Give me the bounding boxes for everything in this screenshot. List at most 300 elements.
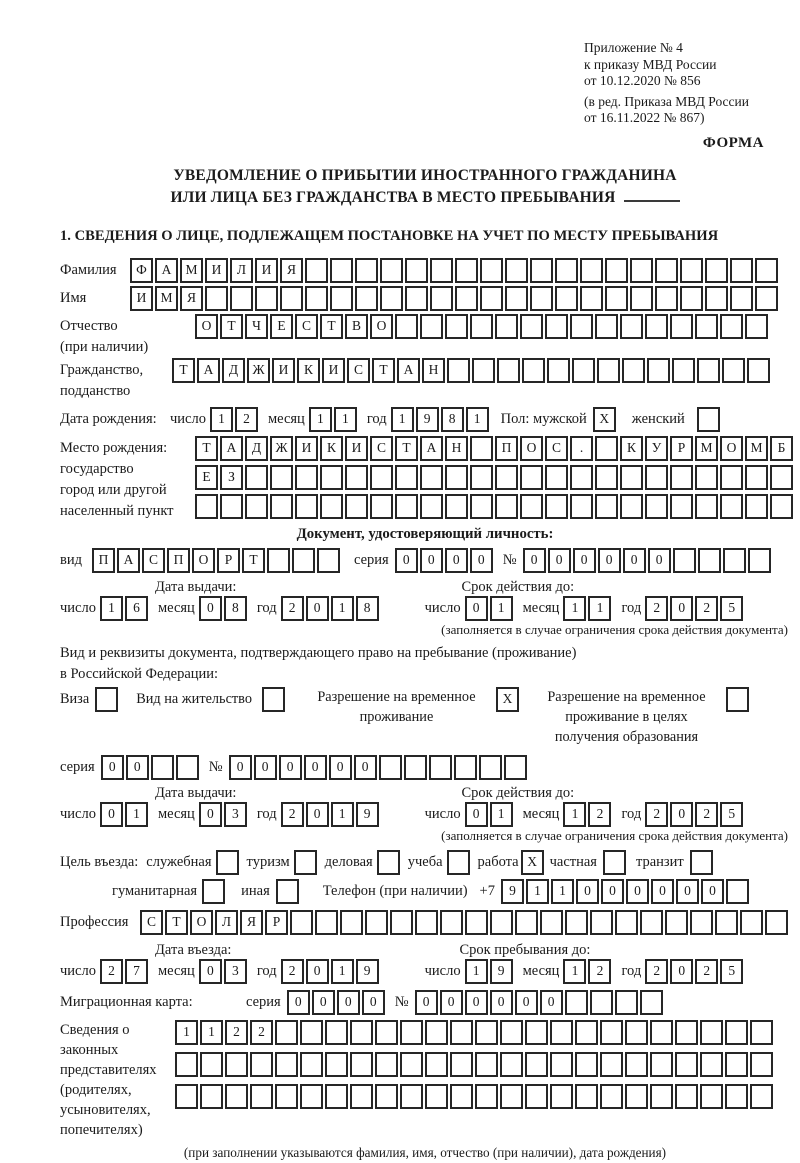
- birth-month-cells: [309, 407, 359, 432]
- char-cell: [622, 358, 645, 383]
- purpose-other-checkbox: [276, 879, 301, 904]
- char-cell: [390, 910, 413, 935]
- char-cell: 1: [551, 879, 574, 904]
- char-cell: 8: [356, 596, 379, 621]
- series-word: серия: [60, 758, 95, 775]
- char-cell: [470, 436, 493, 461]
- char-cell: [475, 1052, 498, 1077]
- char-cell: 0: [465, 802, 488, 827]
- char-cell: А: [420, 436, 443, 461]
- char-cell: [750, 1084, 773, 1109]
- char-cell: [625, 1084, 648, 1109]
- char-cell: 2: [235, 407, 258, 432]
- char-cell: 9: [501, 879, 524, 904]
- char-cell: [545, 314, 568, 339]
- residence-options-row: [60, 687, 790, 747]
- permit-dates-row: [60, 802, 790, 827]
- appendix-line: (в ред. Приказа МВД России: [584, 93, 749, 109]
- number-word: №: [394, 993, 409, 1010]
- char-cell: А: [220, 436, 243, 461]
- char-cell: Р: [265, 910, 288, 935]
- char-cell: [255, 286, 278, 311]
- char-cell: [280, 286, 303, 311]
- char-cell: [275, 1020, 298, 1045]
- migration-series-cells: [287, 990, 387, 1015]
- permit-date-headers: [60, 784, 790, 802]
- patronymic-row: [60, 314, 790, 358]
- char-cell: [650, 1052, 673, 1077]
- passport-date-headers: [60, 578, 790, 596]
- char-cell: [151, 755, 174, 780]
- char-cell: [600, 1052, 623, 1077]
- char-cell: [465, 910, 488, 935]
- char-cell: 9: [356, 802, 379, 827]
- char-cell: [355, 258, 378, 283]
- char-cell: 9: [356, 959, 379, 984]
- char-cell: [497, 358, 520, 383]
- char-cell: [325, 1084, 348, 1109]
- char-cell: [520, 494, 543, 519]
- char-cell: 0: [465, 990, 488, 1015]
- char-cell: [415, 910, 438, 935]
- char-cell: [625, 1052, 648, 1077]
- char-cell: [450, 1052, 473, 1077]
- char-cell: [420, 494, 443, 519]
- char-cell: С: [140, 910, 163, 935]
- char-cell: [675, 1020, 698, 1045]
- char-cell: 2: [281, 596, 304, 621]
- char-cell: Л: [230, 258, 253, 283]
- year-word: год: [256, 962, 277, 979]
- char-cell: Е: [270, 314, 293, 339]
- given-name-label: Имя: [60, 289, 87, 306]
- visa-checkbox: [95, 687, 120, 712]
- char-cell: 1: [490, 802, 513, 827]
- char-cell: И: [295, 436, 318, 461]
- identity-doc-header: Документ, удостоверяющий личность:: [296, 525, 554, 542]
- char-cell: [605, 258, 628, 283]
- char-cell: [520, 465, 543, 490]
- char-cell: [520, 314, 543, 339]
- char-cell: [600, 1084, 623, 1109]
- char-cell: 0: [626, 879, 649, 904]
- char-cell: [295, 465, 318, 490]
- representatives-row1: [175, 1020, 775, 1045]
- char-cell: [405, 258, 428, 283]
- char-cell: [720, 494, 743, 519]
- char-cell: [705, 258, 728, 283]
- char-cell: 1: [563, 959, 586, 984]
- permit-series-row: [60, 755, 790, 780]
- char-cell: 0: [306, 959, 329, 984]
- stay-month-cells: [563, 959, 613, 984]
- purpose-business-checkbox: [377, 850, 402, 875]
- expiry-note: (заполняется в случае ограничения срока действия документа): [441, 621, 788, 637]
- entry-month-cells: [199, 959, 249, 984]
- profession-label: Профессия: [60, 913, 129, 930]
- char-cell: [670, 465, 693, 490]
- option-residence-permit: Вид на жительство: [136, 687, 287, 712]
- char-cell: X: [593, 407, 616, 432]
- char-cell: 2: [588, 802, 611, 827]
- char-cell: [370, 494, 393, 519]
- char-cell: 8: [441, 407, 464, 432]
- char-cell: [700, 1020, 723, 1045]
- char-cell: [379, 755, 402, 780]
- char-cell: [245, 465, 268, 490]
- char-cell: Т: [195, 436, 218, 461]
- char-cell: [700, 1084, 723, 1109]
- char-cell: [345, 465, 368, 490]
- doc-series-cells: [395, 548, 495, 573]
- char-cell: X: [521, 850, 544, 875]
- char-cell: [365, 910, 388, 935]
- char-cell: [290, 910, 313, 935]
- purpose-tourism-checkbox: [294, 850, 319, 875]
- year-word: год: [256, 805, 277, 822]
- char-cell: [726, 879, 749, 904]
- char-cell: 9: [490, 959, 513, 984]
- char-cell: [748, 548, 771, 573]
- char-cell: [175, 1084, 198, 1109]
- day-word: число: [170, 410, 206, 427]
- char-cell: [645, 494, 668, 519]
- char-cell: [555, 258, 578, 283]
- char-cell: 1: [175, 1020, 198, 1045]
- char-cell: [645, 465, 668, 490]
- purpose-row: [60, 850, 790, 875]
- female-label: женский: [631, 410, 685, 427]
- char-cell: [475, 1020, 498, 1045]
- year-word: год: [256, 599, 277, 616]
- patronymic-cells: [195, 314, 770, 339]
- char-cell: [505, 258, 528, 283]
- char-cell: [590, 990, 613, 1015]
- char-cell: Н: [422, 358, 445, 383]
- char-cell: [225, 1052, 248, 1077]
- patronymic-label: Отчество (при наличии): [60, 317, 149, 355]
- char-cell: [325, 1052, 348, 1077]
- char-cell: [445, 465, 468, 490]
- residence-doc-text: Вид и реквизиты документа, подтверждающего право на пребывание (проживание) в Российской Федерации:: [60, 644, 577, 682]
- char-cell: О: [195, 314, 218, 339]
- surname-row: [60, 258, 790, 283]
- char-cell: 0: [651, 879, 674, 904]
- char-cell: [375, 1020, 398, 1045]
- char-cell: К: [320, 436, 343, 461]
- char-cell: [720, 465, 743, 490]
- char-cell: 1: [588, 596, 611, 621]
- purpose-row2: [60, 879, 790, 904]
- purpose-official-checkbox: [216, 850, 241, 875]
- char-cell: [400, 1052, 423, 1077]
- char-cell: [275, 1084, 298, 1109]
- char-cell: [550, 1084, 573, 1109]
- char-cell: [630, 286, 653, 311]
- char-cell: 1: [125, 802, 148, 827]
- doc-kind-cells: [92, 548, 342, 573]
- char-cell: 2: [281, 802, 304, 827]
- char-cell: [400, 1020, 423, 1045]
- char-cell: М: [695, 436, 718, 461]
- day-word: число: [60, 805, 96, 822]
- char-cell: 0: [199, 959, 222, 984]
- char-cell: [697, 407, 720, 432]
- entry-dates-row: [60, 959, 790, 984]
- char-cell: 0: [101, 755, 124, 780]
- purpose-business-label: деловая: [324, 853, 373, 870]
- day-word: число: [424, 599, 461, 616]
- char-cell: [430, 286, 453, 311]
- char-cell: [580, 286, 603, 311]
- purpose-humanitarian-checkbox: [202, 879, 227, 904]
- char-cell: [245, 494, 268, 519]
- representatives-row2: [175, 1052, 775, 1077]
- char-cell: [770, 465, 793, 490]
- char-cell: [404, 755, 427, 780]
- char-cell: И: [322, 358, 345, 383]
- char-cell: А: [155, 258, 178, 283]
- char-cell: 1: [331, 802, 354, 827]
- char-cell: 0: [279, 755, 302, 780]
- char-cell: [722, 358, 745, 383]
- char-cell: К: [620, 436, 643, 461]
- char-cell: 0: [523, 548, 546, 573]
- phone-prefix: +7: [479, 882, 495, 899]
- char-cell: 0: [573, 548, 596, 573]
- char-cell: [440, 910, 463, 935]
- entry-day-cells: [100, 959, 150, 984]
- char-cell: [250, 1084, 273, 1109]
- char-cell: [505, 286, 528, 311]
- char-cell: [375, 1052, 398, 1077]
- char-cell: Р: [670, 436, 693, 461]
- issue-date-header: Дата выдачи:: [155, 784, 237, 801]
- phone-label: Телефон (при наличии): [322, 882, 468, 899]
- char-cell: [545, 494, 568, 519]
- char-cell: [695, 465, 718, 490]
- char-cell: [603, 850, 626, 875]
- day-word: число: [60, 962, 96, 979]
- char-cell: [620, 465, 643, 490]
- char-cell: [697, 358, 720, 383]
- purpose-work-label: работа: [477, 853, 519, 870]
- char-cell: И: [130, 286, 153, 311]
- day-word: число: [424, 962, 461, 979]
- char-cell: 0: [229, 755, 252, 780]
- char-cell: А: [197, 358, 220, 383]
- char-cell: [425, 1020, 448, 1045]
- char-cell: [300, 1052, 323, 1077]
- char-cell: 0: [306, 596, 329, 621]
- char-cell: [350, 1020, 373, 1045]
- month-word: месяц: [522, 962, 560, 979]
- char-cell: [470, 314, 493, 339]
- title-underline: [624, 200, 680, 202]
- char-cell: [375, 1084, 398, 1109]
- char-cell: Т: [165, 910, 188, 935]
- char-cell: 0: [445, 548, 468, 573]
- char-cell: [725, 1020, 748, 1045]
- profession-row: [60, 910, 790, 935]
- purpose-study-label: учеба: [407, 853, 443, 870]
- char-cell: [380, 258, 403, 283]
- char-cell: [655, 286, 678, 311]
- char-cell: 0: [354, 755, 377, 780]
- char-cell: А: [117, 548, 140, 573]
- char-cell: [315, 910, 338, 935]
- char-cell: 2: [225, 1020, 248, 1045]
- purpose-private-checkbox: [603, 850, 628, 875]
- char-cell: [270, 494, 293, 519]
- char-cell: 0: [126, 755, 149, 780]
- char-cell: [570, 494, 593, 519]
- char-cell: 0: [540, 990, 563, 1015]
- char-cell: [765, 910, 788, 935]
- char-cell: [530, 258, 553, 283]
- char-cell: И: [345, 436, 368, 461]
- char-cell: [500, 1020, 523, 1045]
- stay-day-cells: [465, 959, 515, 984]
- char-cell: [495, 314, 518, 339]
- option-visa: Виза: [60, 687, 120, 712]
- month-word: месяц: [157, 962, 195, 979]
- char-cell: [615, 990, 638, 1015]
- day-word: число: [424, 805, 461, 822]
- entry-date-headers: [60, 941, 790, 959]
- char-cell: Т: [242, 548, 265, 573]
- char-cell: [294, 850, 317, 875]
- char-cell: .: [570, 436, 593, 461]
- birth-year-cells: [391, 407, 491, 432]
- char-cell: [395, 465, 418, 490]
- birth-date-row: [60, 407, 790, 432]
- char-cell: [455, 286, 478, 311]
- representatives-cells: [175, 1020, 775, 1109]
- char-cell: 0: [515, 990, 538, 1015]
- birth-place-row3: [195, 494, 795, 519]
- char-cell: [470, 494, 493, 519]
- char-cell: 1: [210, 407, 233, 432]
- char-cell: [522, 358, 545, 383]
- char-cell: [525, 1020, 548, 1045]
- char-cell: 0: [199, 802, 222, 827]
- char-cell: С: [142, 548, 165, 573]
- char-cell: [176, 755, 199, 780]
- char-cell: Я: [280, 258, 303, 283]
- char-cell: И: [205, 258, 228, 283]
- citizenship-row: [60, 358, 790, 402]
- char-cell: [550, 1052, 573, 1077]
- char-cell: [680, 258, 703, 283]
- stay-year-cells: [645, 959, 745, 984]
- char-cell: 0: [312, 990, 335, 1015]
- char-cell: У: [645, 436, 668, 461]
- char-cell: [755, 286, 778, 311]
- char-cell: 0: [598, 548, 621, 573]
- month-word: месяц: [522, 599, 560, 616]
- char-cell: 1: [309, 407, 332, 432]
- char-cell: 2: [695, 802, 718, 827]
- char-cell: 1: [200, 1020, 223, 1045]
- char-cell: [700, 1052, 723, 1077]
- char-cell: [695, 494, 718, 519]
- char-cell: [350, 1084, 373, 1109]
- char-cell: 0: [440, 990, 463, 1015]
- purpose-transit-checkbox: [690, 850, 715, 875]
- citizenship-cells: [172, 358, 772, 383]
- char-cell: [597, 358, 620, 383]
- char-cell: [420, 314, 443, 339]
- char-cell: 2: [588, 959, 611, 984]
- sex-label: Пол: мужской: [500, 410, 587, 427]
- char-cell: [317, 548, 340, 573]
- char-cell: [580, 258, 603, 283]
- char-cell: [420, 465, 443, 490]
- char-cell: [320, 494, 343, 519]
- char-cell: Я: [240, 910, 263, 935]
- month-word: месяц: [157, 599, 195, 616]
- char-cell: [480, 286, 503, 311]
- citizenship-label: Гражданство, подданство: [60, 361, 144, 399]
- expiry-year-cells: [645, 596, 745, 621]
- temp-residence-education-checkbox: [726, 687, 751, 712]
- char-cell: М: [745, 436, 768, 461]
- char-cell: [565, 990, 588, 1015]
- char-cell: [500, 1084, 523, 1109]
- issue-date-header: Дата выдачи:: [155, 578, 237, 595]
- expiry-month-cells: [563, 596, 613, 621]
- char-cell: [276, 879, 299, 904]
- char-cell: [605, 286, 628, 311]
- expiry-date-header: Срок действия до:: [461, 784, 575, 801]
- char-cell: 2: [645, 959, 668, 984]
- birth-day-cells: [210, 407, 260, 432]
- char-cell: [355, 286, 378, 311]
- char-cell: [429, 755, 452, 780]
- expiry-day-cells: [465, 596, 515, 621]
- char-cell: [525, 1052, 548, 1077]
- char-cell: [325, 1020, 348, 1045]
- doc-kind-row: [60, 548, 790, 573]
- char-cell: [447, 358, 470, 383]
- char-cell: [575, 1052, 598, 1077]
- char-cell: 2: [695, 596, 718, 621]
- month-word: месяц: [522, 805, 560, 822]
- char-cell: 0: [415, 990, 438, 1015]
- char-cell: [200, 1084, 223, 1109]
- char-cell: [570, 314, 593, 339]
- char-cell: 1: [100, 596, 123, 621]
- char-cell: [445, 494, 468, 519]
- char-cell: 0: [329, 755, 352, 780]
- char-cell: [680, 286, 703, 311]
- series-word: серия: [246, 993, 281, 1010]
- char-cell: [300, 1020, 323, 1045]
- purpose-official-label: служебная: [146, 853, 212, 870]
- char-cell: [572, 358, 595, 383]
- char-cell: Д: [245, 436, 268, 461]
- stay-until-header: Срок пребывания до:: [459, 941, 591, 958]
- representatives-row3: [175, 1084, 775, 1109]
- char-cell: 3: [224, 802, 247, 827]
- char-cell: 2: [695, 959, 718, 984]
- day-word: число: [60, 599, 96, 616]
- char-cell: [345, 494, 368, 519]
- char-cell: 1: [466, 407, 489, 432]
- char-cell: С: [295, 314, 318, 339]
- char-cell: [300, 1084, 323, 1109]
